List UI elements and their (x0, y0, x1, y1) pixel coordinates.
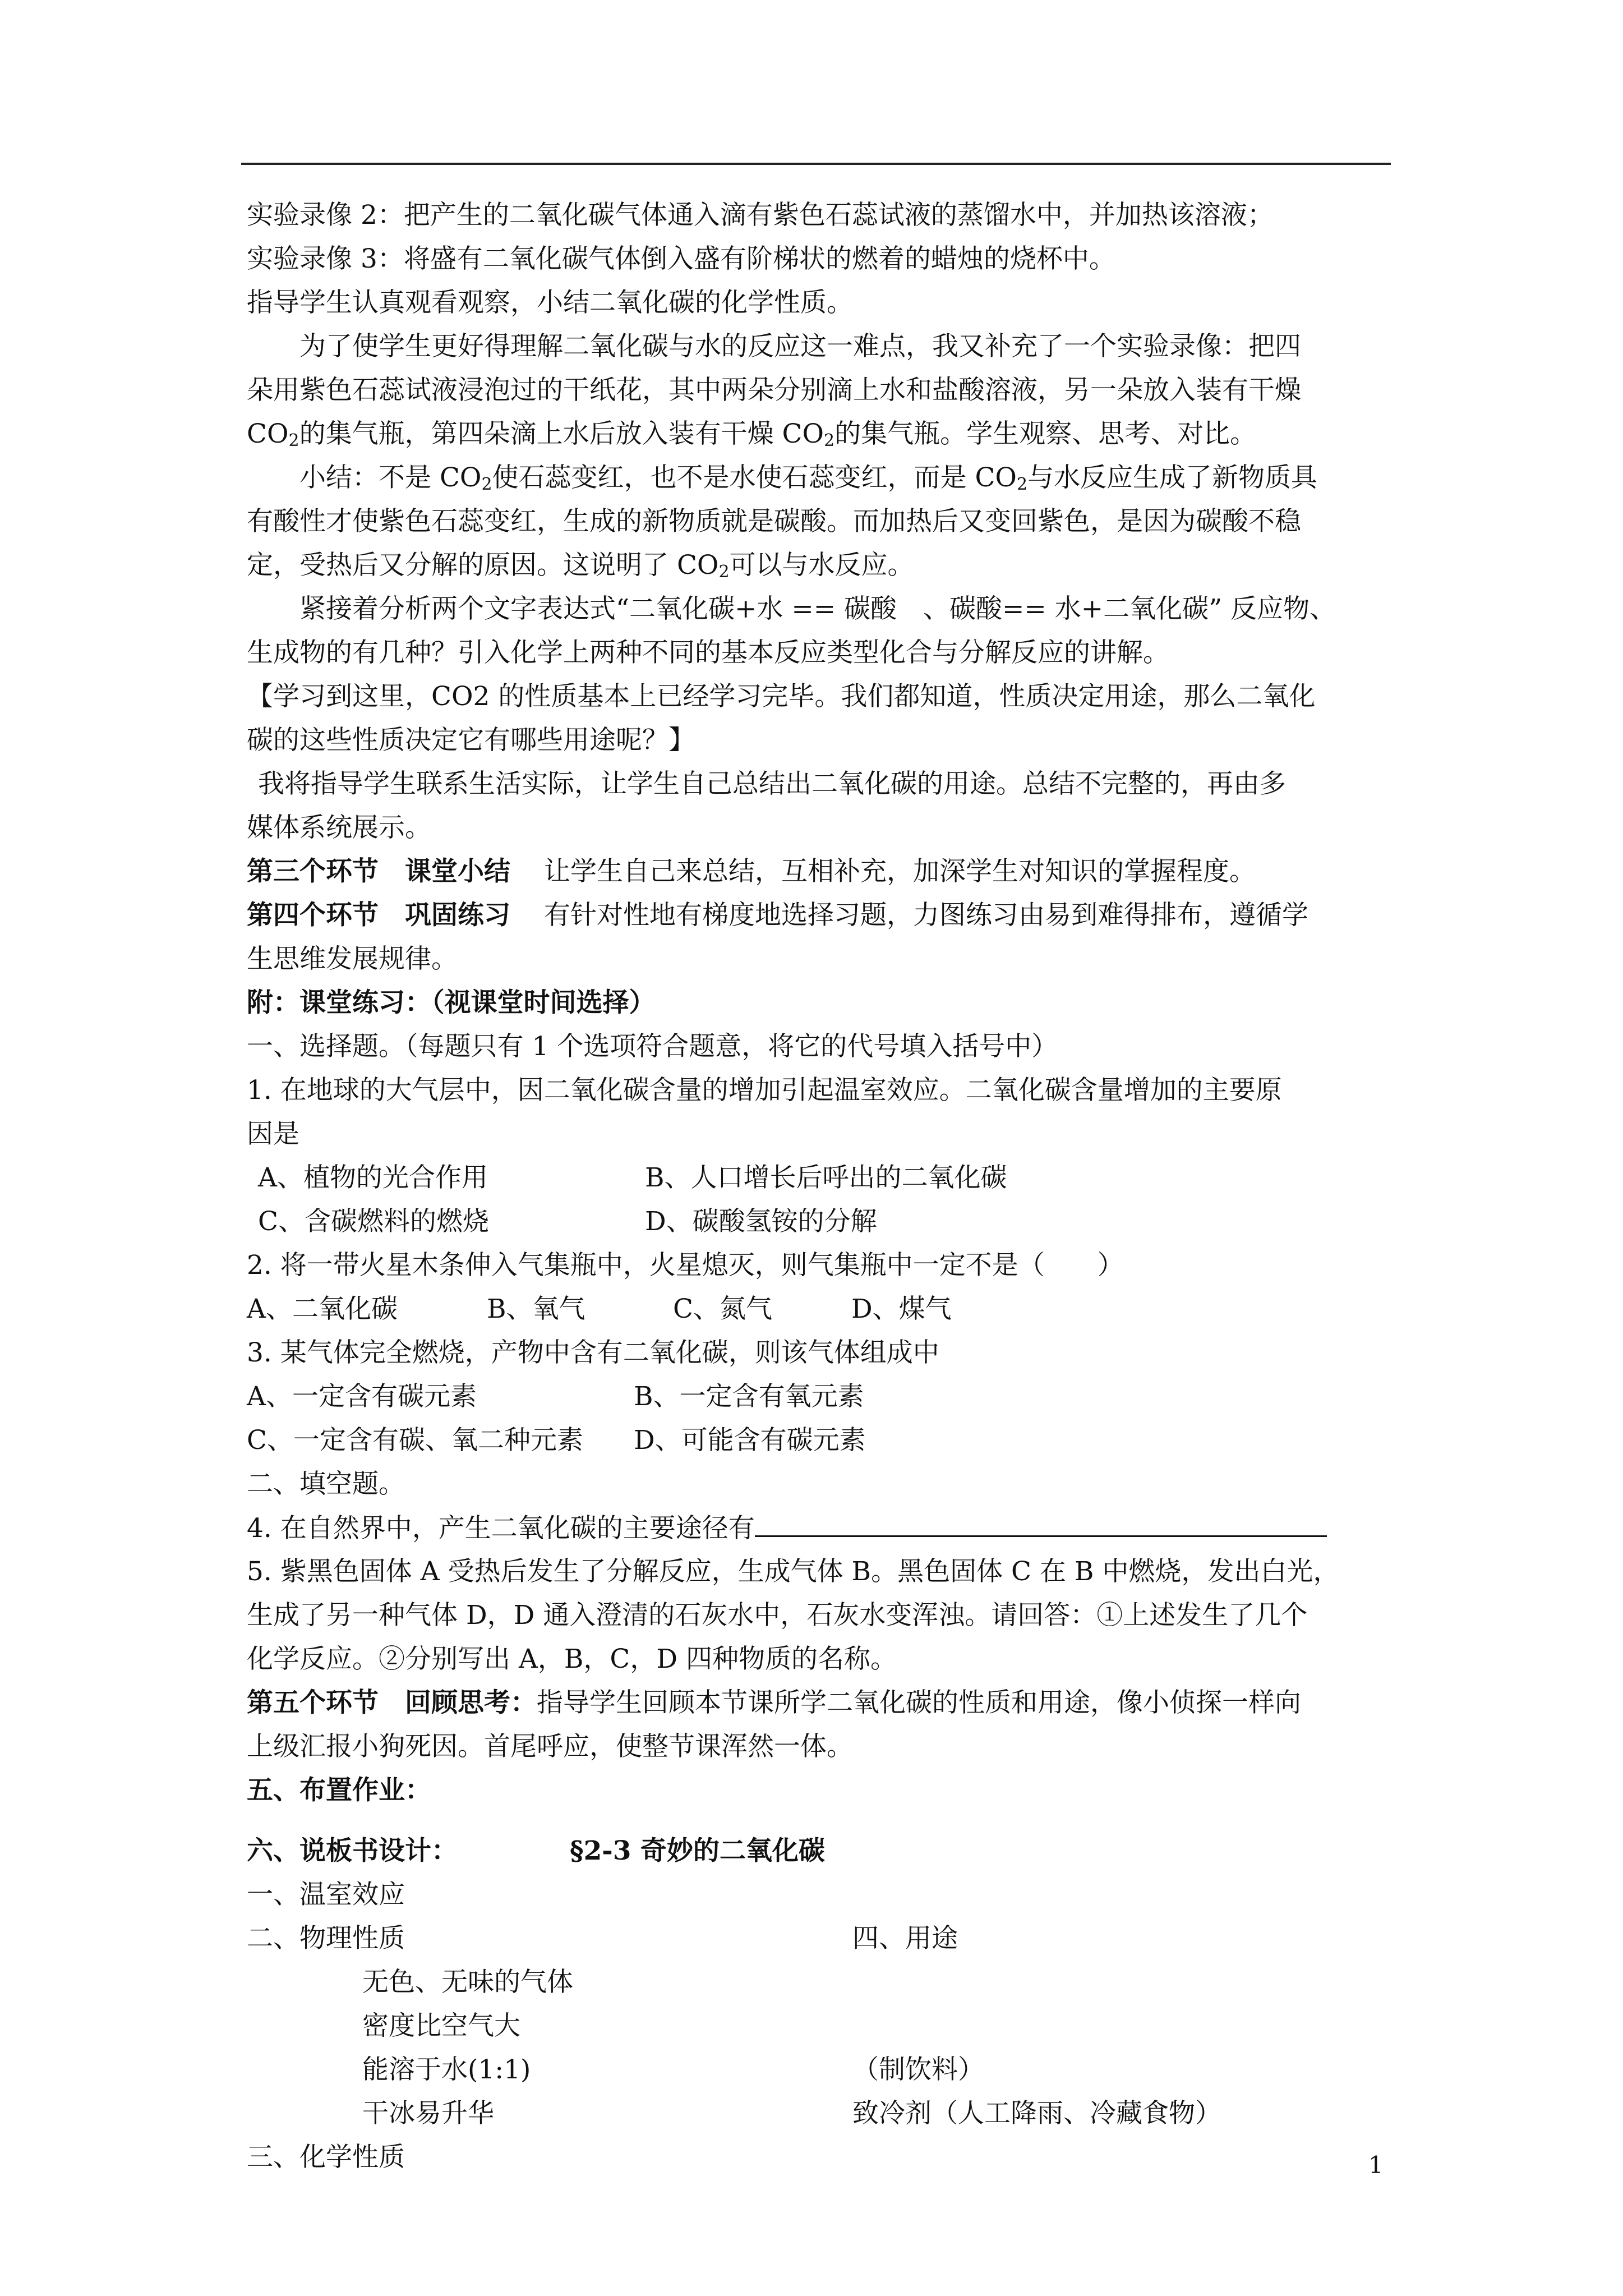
board-row: 干冰易升华 致冷剂（人工降雨、冷藏食物） (362, 2098, 1221, 2129)
question: 1. 在地球的大气层中，因二氧化碳含量的增加引起温室效应。二氧化碳含量增加的主要原 (247, 1075, 1282, 1106)
text-line: 有酸性才使紫色石蕊变红，生成的新物质就是碳酸。而加热后又变回紫色，是因为碳酸不稳 (247, 506, 1301, 537)
section-line: 第五个环节 回顾思考：指导学生回顾本节课所学二氧化碳的性质和用途，像小侦探一样向 (247, 1687, 1301, 1718)
question: 5. 紫黑色固体 A 受热后发生了分解反应，生成气体 B。黑色固体 C 在 B 中燃烧，发出白光， (247, 1556, 1340, 1587)
text-line: 紧接着分析两个文字表达式“二氧化碳+水 == 碳酸 、碳酸== 水+二氧化碳” 反应物、 (299, 593, 1336, 624)
header-rule (241, 163, 1391, 165)
text-line: 实验录像 3：将盛有二氧化碳气体倒入盛有阶梯状的燃着的蜡烛的烧杯中。 (247, 243, 1115, 274)
question: 生成了另一种气体 D，D 通入澄清的石灰水中，石灰水变浑浊。请回答：①上述发生了几个 (247, 1600, 1308, 1631)
section-line: 第四个环节 巩固练习 有针对性地有梯度地选择习题，力图练习由易到难得排布，遵循学 (247, 900, 1308, 931)
document-body (247, 194, 1391, 2179)
answer-options: A、二氧化碳 B、氧气 C、氮气 D、煤气 (247, 1294, 952, 1324)
question-section: 一、选择题。（每题只有 1 个选项符合题意，将它的代号填入括号中） (247, 1031, 1058, 1062)
section-line: 第三个环节 课堂小结 让学生自己来总结，互相补充，加深学生对知识的掌握程度。 (247, 856, 1256, 887)
board-item: 一、温室效应 (247, 1879, 405, 1910)
board-title: §2-3 奇妙的二氧化碳 (570, 1835, 825, 1866)
question: 因是 (247, 1119, 299, 1149)
question: 3. 某气体完全燃烧，产物中含有二氧化碳，则该气体组成中 (247, 1337, 939, 1368)
answer-options: A、植物的光合作用 B、人口增长后呼出的二氧化碳 (258, 1162, 1007, 1193)
question: 化学反应。②分别写出 A，B，C，D 四种物质的名称。 (247, 1644, 897, 1674)
section-heading: 第四个环节 巩固练习 (247, 900, 510, 931)
text-line: 定，受热后又分解的原因。这说明了 $CO_2$可以与水反应。 (247, 550, 914, 582)
question: 4. 在自然界中，产生二氧化碳的主要途径有 (247, 1506, 1391, 1550)
text-line: 碳的这些性质决定它有哪些用途呢？】 (247, 725, 695, 756)
text-line: 指导学生认真观看观察，小结二氧化碳的化学性质。 (247, 287, 853, 318)
section-heading: 第五个环节 回顾思考： (247, 1687, 537, 1718)
question-section: 二、填空题。 (247, 1469, 405, 1499)
text-line: $CO_2$的集气瓶，第四朵滴上水后放入装有干燥 $CO_2$的集气瓶。学生观察、思考、对比。 (247, 418, 1257, 450)
appendix-heading: 附：课堂练习：（视课堂时间选择） (247, 987, 656, 1018)
board-design-heading: 六、说板书设计： §2-3 奇妙的二氧化碳 (247, 1835, 825, 1866)
answer-options: C、一定含有碳、氧二种元素 D、可能含有碳元素 (247, 1425, 866, 1456)
board-row: 二、物理性质 四、用途 (247, 1923, 958, 1954)
question: 2. 将一带火星木条伸入气集瓶中，火星熄灭，则气集瓶中一定不是（ ） (247, 1250, 1124, 1281)
answer-blank (755, 1506, 1327, 1537)
answer-options: A、一定含有碳元素 B、一定含有氧元素 (247, 1381, 864, 1412)
text-line: 小结：不是 $CO_2$使石蕊变红，也不是水使石蕊变红，而是 $CO_2$与水反应生成了新物质具 (299, 462, 1318, 494)
board-item: 三、化学性质 (247, 2142, 405, 2173)
homework-heading: 五、布置作业： (247, 1775, 431, 1806)
answer-options: C、含碳燃料的燃烧 D、碳酸氢铵的分解 (258, 1206, 877, 1237)
board-row: 无色、无味的气体 (362, 1967, 573, 1998)
text-line: 生成物的有几种？引入化学上两种不同的基本反应类型化合与分解反应的讲解。 (247, 637, 1169, 668)
text-line: 【学习到这里，CO2 的性质基本上已经学习完毕。我们都知道，性质决定用途，那么二氧化 (247, 681, 1316, 712)
text-line: 实验录像 2：把产生的二氧化碳气体通入滴有紫色石蕊试液的蒸馏水中，并加热该溶液； (247, 200, 1274, 231)
board-row: 能溶于水(1:1) （制饮料） (362, 2054, 984, 2085)
text-line: 我将指导学生联系生活实际，让学生自己总结出二氧化碳的用途。总结不完整的，再由多 (258, 769, 1286, 799)
text-line: 媒体系统展示。 (247, 812, 431, 843)
text-line: 朵用紫色石蕊试液浸泡过的干纸花，其中两朵分别滴上水和盐酸溶液，另一朵放入装有干燥 (247, 375, 1301, 406)
section-heading: 第三个环节 课堂小结 (247, 856, 510, 887)
board-row: 密度比空气大 (362, 2010, 520, 2041)
text-line: 上级汇报小狗死因。首尾呼应，使整节课浑然一体。 (247, 1731, 853, 1762)
page-number: 1 (1368, 2151, 1384, 2179)
text-line: 为了使学生更好得理解二氧化碳与水的反应这一难点，我又补充了一个实验录像：把四 (299, 331, 1301, 362)
text-line: 生思维发展规律。 (247, 944, 458, 974)
